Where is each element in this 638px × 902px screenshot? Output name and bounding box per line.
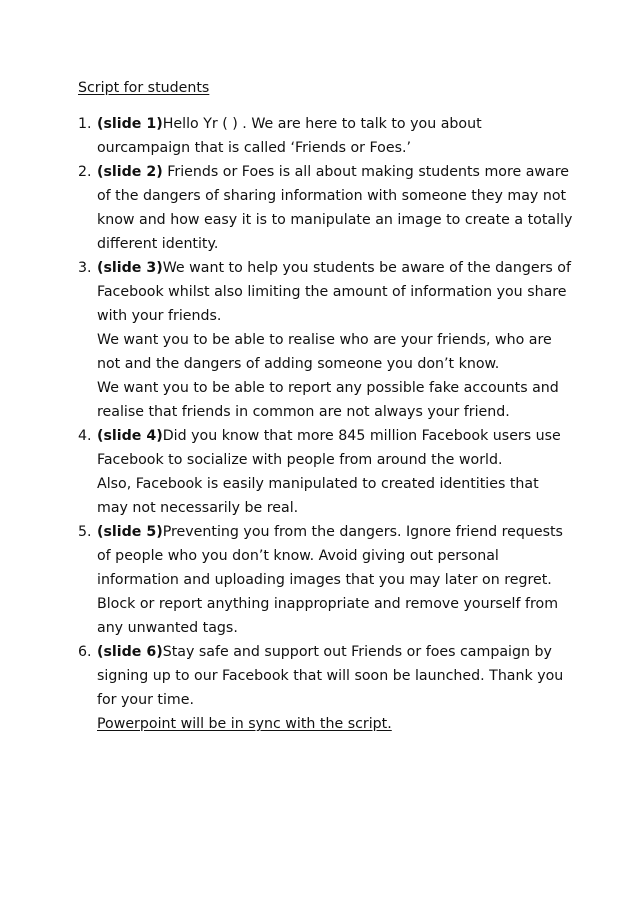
item-number: 5. [78,524,92,540]
item-number: 4. [78,428,92,444]
item-line: may not necessarily be real. [97,500,299,516]
closing-note: Powerpoint will be in sync with the script. [97,716,392,732]
item-line [97,640,568,664]
item-line: Also, Facebook is easily manipulated to created identities that [97,476,539,492]
item-line: know and how easy it is to manipulate an image to create a totally [97,212,573,228]
item-body [97,424,568,520]
item-line: different identity. [97,236,219,252]
item-number: 6. [78,644,92,660]
item-text: Friends or Foes is all about making students more aware [162,164,569,180]
list-item-2 [78,160,573,256]
slide-label: (slide 2) [97,164,163,180]
item-line: with your friends. [97,308,222,324]
item-line: any unwanted tags. [97,620,238,636]
item-body [97,520,568,640]
item-line: signing up to our Facebook that will soon be launched. Thank you [97,668,564,684]
item-body [97,112,568,160]
item-body [97,640,568,736]
list-item-1 [78,112,568,160]
slide-label: (slide 3) [97,260,163,276]
list-item-4 [78,424,568,520]
item-line: ourcampaign that is called ‘Friends or Foes.’ [97,140,411,156]
list-item-3 [78,256,571,424]
item-line [97,424,568,448]
item-text: Hello Yr ( ) . We are here to talk to you about [162,116,482,132]
item-number: 3. [78,260,92,276]
item-text: Did you know that more 845 million Facebook users use [162,428,561,444]
item-body [97,256,571,424]
item-line: of the dangers of sharing information with someone they may not [97,188,567,204]
item-line: Facebook whilst also limiting the amount of information you share [97,284,567,300]
item-line [97,520,568,544]
item-body [97,160,573,256]
slide-label: (slide 5) [97,524,163,540]
item-line: for your time. [97,692,194,708]
item-text: We want to help you students be aware of the dangers of [162,260,571,276]
item-text: Preventing you from the dangers. Ignore friend requests [162,524,563,540]
slide-label: (slide 4) [97,428,163,444]
item-line [97,160,568,184]
item-line [97,112,568,136]
list-item-6 [78,640,568,736]
document-title: Script for students [78,80,210,96]
item-line: not and the dangers of adding someone you don’t know. [97,356,500,372]
item-line: information and uploading images that you may later on regret. [97,572,552,588]
item-number: 1. [78,116,92,132]
slide-label: (slide 6) [97,644,163,660]
item-line: We want you to be able to report any possible fake accounts and [97,380,559,396]
item-line: of people who you don’t know. Avoid giving out personal [97,548,499,564]
item-number: 2. [78,164,92,180]
item-line: realise that friends in common are not always your friend. [97,404,510,420]
slide-label: (slide 1) [97,116,163,132]
item-line: We want you to be able to realise who are your friends, who are [97,332,552,348]
item-line: Facebook to socialize with people from around the world. [97,452,503,468]
item-line [97,256,571,280]
list-item-5 [78,520,568,640]
item-text: Stay safe and support out Friends or foes campaign by [162,644,552,660]
item-line: Block or report anything inappropriate and remove yourself from [97,596,559,612]
